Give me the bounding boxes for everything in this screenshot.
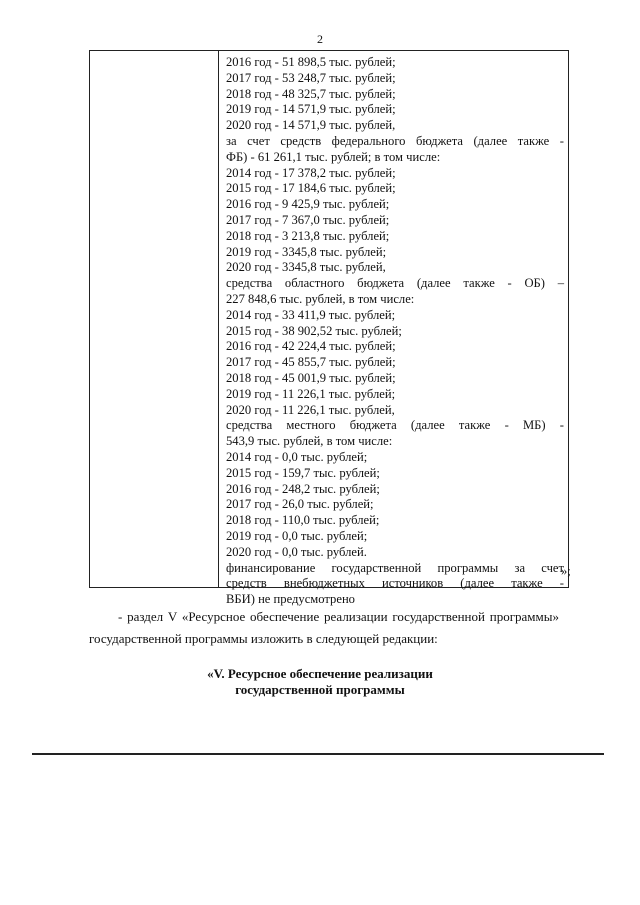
table-column-divider <box>218 51 219 587</box>
table-line: 2017 год - 26,0 тыс. рублей; <box>226 497 374 512</box>
table-line: 2015 год - 38 902,52 тыс. рублей; <box>226 323 402 338</box>
section-title-line-2: государственной программы <box>235 682 405 697</box>
table-line: ВБИ) не предусмотрено <box>226 592 355 607</box>
table-line: средства областного бюджета (далее также - ОБ) – <box>226 276 564 291</box>
table-line: 227 848,6 тыс. рублей, в том числе: <box>226 291 415 306</box>
amendment-paragraph: - раздел V «Ресурсное обеспечение реализации государственной программы» государственной программы изложить в следующей редакции: <box>89 609 559 646</box>
table-line: 2014 год - 17 378,2 тыс. рублей; <box>226 165 396 180</box>
table-line: 2018 год - 45 001,9 тыс. рублей; <box>226 370 396 385</box>
table-line: 2018 год - 48 325,7 тыс. рублей; <box>226 86 396 101</box>
table-cell-funding-details <box>226 55 564 608</box>
table-line: 2020 год - 11 226,1 тыс. рублей, <box>226 402 395 417</box>
table-line: 2019 год - 0,0 тыс. рублей; <box>226 528 368 543</box>
table-line: 2019 год - 3345,8 тыс. рублей; <box>226 244 387 259</box>
table-line: 543,9 тыс. рублей, в том числе: <box>226 434 393 449</box>
table-line: 2020 год - 14 571,9 тыс. рублей, <box>226 118 396 133</box>
table-line: 2020 год - 0,0 тыс. рублей. <box>226 544 367 559</box>
table-line: 2016 год - 248,2 тыс. рублей; <box>226 481 380 496</box>
table-line: 2019 год - 14 571,9 тыс. рублей; <box>226 102 396 117</box>
section-title <box>0 666 640 698</box>
bottom-divider <box>32 753 604 755</box>
table-line: 2020 год - 3345,8 тыс. рублей, <box>226 260 386 275</box>
table-line: 2019 год - 11 226,1 тыс. рублей; <box>226 386 396 401</box>
table-line: 2015 год - 17 184,6 тыс. рублей; <box>226 181 396 196</box>
table-line: 2014 год - 0,0 тыс. рублей; <box>226 449 368 464</box>
table-closing-quote: »; <box>561 564 571 578</box>
table-line: 2014 год - 33 411,9 тыс. рублей; <box>226 307 396 322</box>
table-line: финансирование государственной программы за счет <box>226 560 564 575</box>
table-line: ФБ) - 61 261,1 тыс. рублей; в том числе: <box>226 149 441 164</box>
table-line: 2017 год - 7 367,0 тыс. рублей; <box>226 212 390 227</box>
table-line: 2016 год - 51 898,5 тыс. рублей; <box>226 55 396 69</box>
table-line: за счет средств федерального бюджета (далее также - <box>226 133 564 148</box>
table-line: средств внебюджетных источников (далее также - <box>226 576 564 591</box>
funding-table <box>89 50 569 607</box>
table-line: 2017 год - 45 855,7 тыс. рублей; <box>226 355 396 370</box>
table-line: 2018 год - 110,0 тыс. рублей; <box>226 513 380 528</box>
table-line: 2018 год - 3 213,8 тыс. рублей; <box>226 228 390 243</box>
table-line: 2016 год - 9 425,9 тыс. рублей; <box>226 197 390 212</box>
page-number: 2 <box>317 32 323 46</box>
table-line: средства местного бюджета (далее также - МБ) - <box>226 418 564 433</box>
table-line: 2015 год - 159,7 тыс. рублей; <box>226 465 380 480</box>
table-line: 2017 год - 53 248,7 тыс. рублей; <box>226 70 396 85</box>
table-line: 2016 год - 42 224,4 тыс. рублей; <box>226 339 396 354</box>
section-title-line-1: «V. Ресурсное обеспечение реализации <box>207 666 433 681</box>
